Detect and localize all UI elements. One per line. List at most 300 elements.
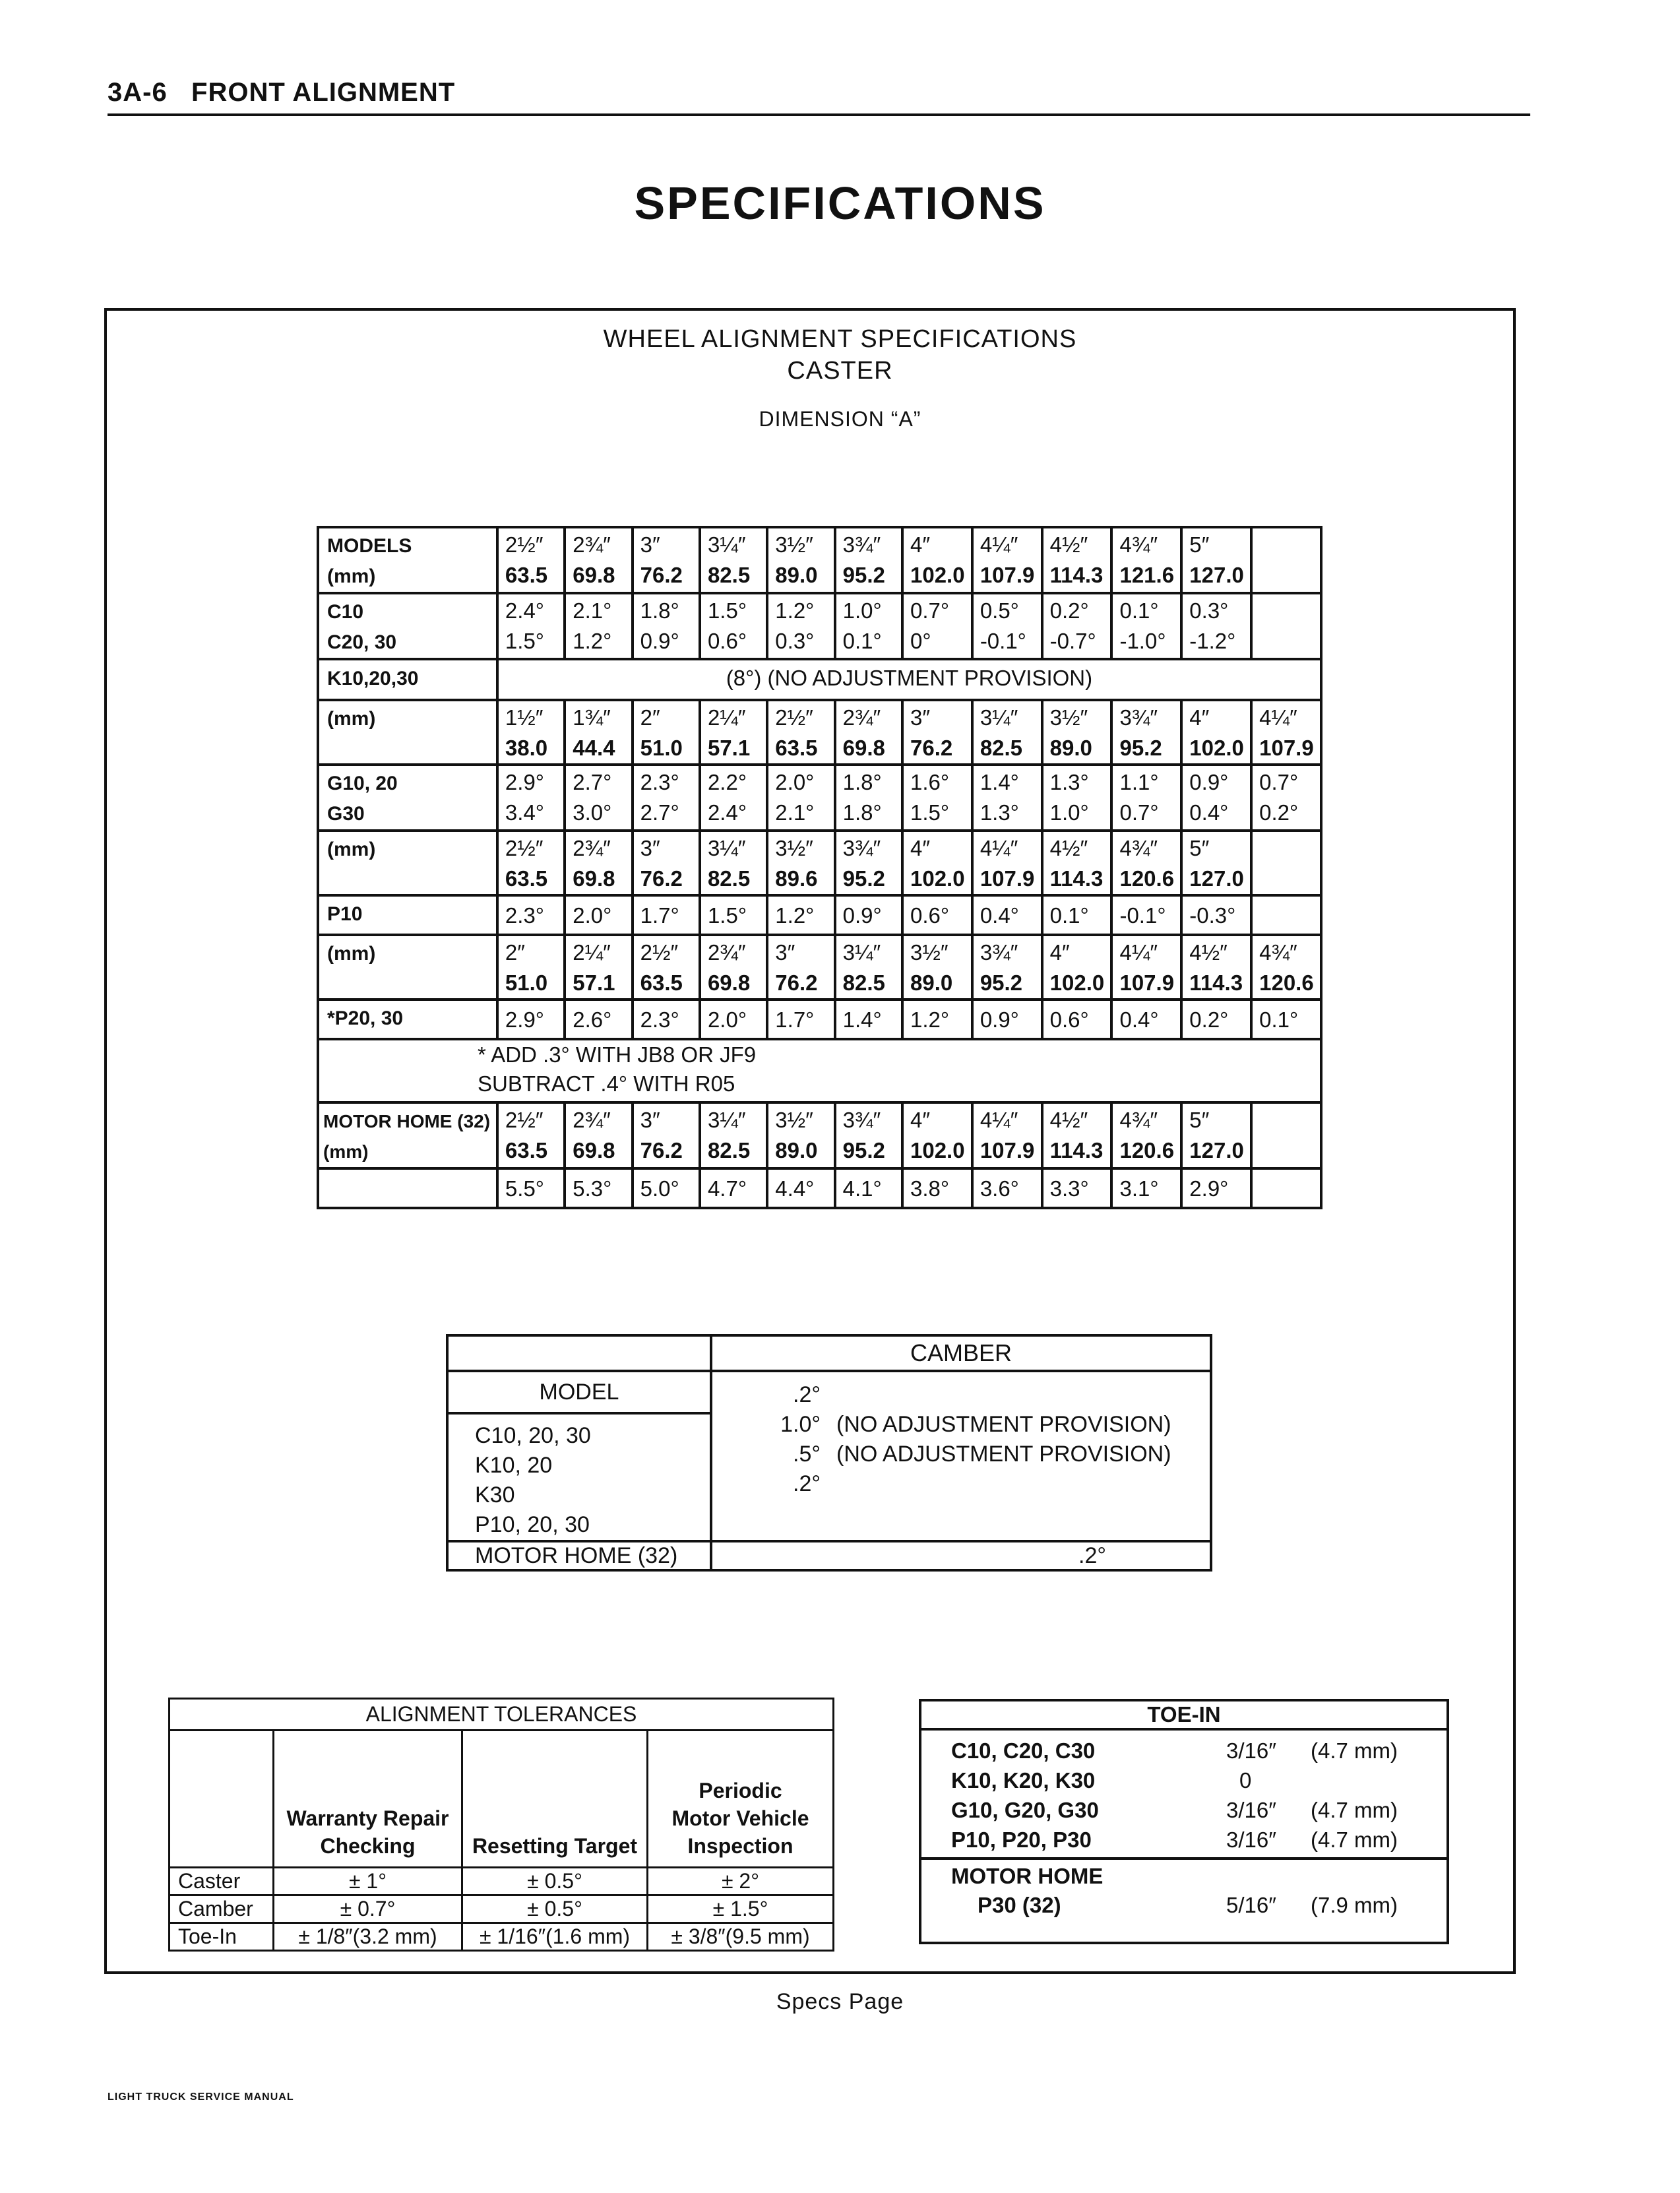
caster-value-cell bbox=[1251, 527, 1321, 593]
caster-value-bottom: 0.6° bbox=[707, 629, 747, 653]
tolerance-resetting: ± 0.5° bbox=[462, 1868, 648, 1895]
caster-value-bottom: 57.1 bbox=[573, 970, 615, 995]
caster-value-cell bbox=[902, 527, 972, 593]
toe-in-title: TOE-IN bbox=[921, 1701, 1447, 1731]
caster-value-bottom: 127.0 bbox=[1189, 563, 1244, 587]
caster-value-cell bbox=[700, 935, 767, 1000]
caster-value-top: 0.1° bbox=[1259, 1007, 1299, 1032]
tolerance-warranty: ± 1° bbox=[274, 1868, 462, 1895]
caster-value-top: 0.6° bbox=[910, 903, 950, 928]
caster-value-cell bbox=[972, 700, 1042, 765]
toe-motor-home-mm: (7.9 mm) bbox=[1311, 1893, 1398, 1917]
caster-value-top: 4″ bbox=[1189, 705, 1210, 730]
caster-value-top: 3½″ bbox=[775, 532, 813, 557]
caster-value-top: 5.3° bbox=[573, 1176, 612, 1201]
caster-value-bottom: 114.3 bbox=[1049, 866, 1104, 891]
caster-value-top: 0.2° bbox=[1189, 1007, 1229, 1032]
caster-value-top: 3″ bbox=[640, 836, 660, 860]
caster-value-cell bbox=[902, 935, 972, 1000]
caster-value-cell bbox=[1111, 831, 1181, 895]
toe-motor-home-label: MOTOR HOME bbox=[951, 1864, 1104, 1888]
caster-value-cell bbox=[972, 1000, 1042, 1039]
alignment-tolerances-table bbox=[168, 1698, 834, 1952]
caster-row-label bbox=[318, 1000, 497, 1039]
caster-value-bottom: 95.2 bbox=[980, 970, 1023, 995]
caster-value-bottom: 114.3 bbox=[1049, 563, 1104, 587]
caster-value-bottom: 63.5 bbox=[505, 563, 548, 587]
caster-value-cell bbox=[767, 935, 834, 1000]
caster-value-top: 1.7° bbox=[640, 903, 679, 928]
caster-value-top: 0.9° bbox=[980, 1007, 1019, 1032]
caster-value-bottom: 63.5 bbox=[640, 970, 683, 995]
caster-value-top: 5″ bbox=[1189, 532, 1210, 557]
caster-value-top: 2¾″ bbox=[573, 532, 611, 557]
caster-value-bottom: 114.3 bbox=[1189, 970, 1243, 995]
caster-value-top: 1.5° bbox=[707, 903, 747, 928]
caster-value-bottom: 82.5 bbox=[707, 1138, 751, 1162]
caster-table bbox=[317, 526, 1322, 1209]
caster-value-bottom: 114.3 bbox=[1049, 1138, 1104, 1162]
caster-value-cell bbox=[1251, 935, 1321, 1000]
caster-value-cell bbox=[700, 1000, 767, 1039]
caster-value-cell bbox=[1111, 1000, 1181, 1039]
toe-in-inch: 0 bbox=[1239, 1768, 1252, 1793]
col-warranty-header: Warranty Repair Checking bbox=[274, 1731, 462, 1868]
caster-value-bottom: 1.3° bbox=[980, 800, 1019, 825]
camber-note: (NO ADJUSTMENT PROVISION) bbox=[836, 1412, 1171, 1437]
toe-motor-home-inch: 5/16″ bbox=[1226, 1893, 1276, 1917]
caster-value-cell bbox=[565, 895, 632, 935]
caster-value-bottom: 102.0 bbox=[910, 563, 965, 587]
camber-motor-home-value: .2° bbox=[711, 1541, 1211, 1570]
caster-value-top: 2¾″ bbox=[573, 1108, 611, 1132]
caster-value-top: 4¾″ bbox=[1119, 532, 1158, 557]
caster-value-cell bbox=[835, 765, 902, 831]
caster-value-cell bbox=[700, 593, 767, 659]
caster-value-top: 4½″ bbox=[1049, 532, 1088, 557]
page-reference: 3A-6 bbox=[108, 78, 168, 107]
caster-value-cell bbox=[902, 1000, 972, 1039]
caster-value-top: 2.0° bbox=[775, 770, 815, 794]
caster-value-bottom: -1.2° bbox=[1189, 629, 1236, 653]
toe-in-rows bbox=[921, 1731, 1447, 1857]
caster-value-cell bbox=[1042, 895, 1112, 935]
caster-value-cell bbox=[700, 895, 767, 935]
caster-value-top: 2¾″ bbox=[707, 940, 746, 965]
caster-row bbox=[318, 593, 1321, 659]
caster-value-cell bbox=[835, 895, 902, 935]
caster-value-bottom: 82.5 bbox=[707, 563, 751, 587]
caster-value-top: 2½″ bbox=[505, 1108, 544, 1132]
caster-value-top: 2½″ bbox=[775, 705, 813, 730]
caster-value-bottom: -0.1° bbox=[980, 629, 1026, 653]
camber-models bbox=[449, 1414, 710, 1540]
caster-value-bottom: 76.2 bbox=[640, 866, 683, 891]
toe-in-row bbox=[921, 1768, 1447, 1798]
caster-value-cell bbox=[1251, 1102, 1321, 1168]
camber-value: .5° bbox=[793, 1442, 821, 1467]
caster-value-cell bbox=[767, 1102, 834, 1168]
tolerance-warranty: ± 0.7° bbox=[274, 1895, 462, 1923]
camber-corner-cell bbox=[447, 1335, 711, 1371]
caster-value-bottom: 69.8 bbox=[707, 970, 751, 995]
caster-value-cell bbox=[497, 765, 565, 831]
row-label-line2: (mm) bbox=[323, 1141, 369, 1162]
footer-caption: Specs Page bbox=[776, 1989, 904, 2014]
caster-value-bottom: 1.2° bbox=[573, 629, 612, 653]
caster-value-bottom: 0.9° bbox=[640, 629, 679, 653]
camber-model: P10, 20, 30 bbox=[475, 1512, 590, 1537]
caster-value-cell bbox=[1251, 831, 1321, 895]
caster-row bbox=[318, 1039, 1321, 1102]
camber-model: K30 bbox=[475, 1482, 515, 1508]
caster-value-cell bbox=[1111, 593, 1181, 659]
tolerance-resetting: ± 0.5° bbox=[462, 1895, 648, 1923]
caster-value-cell bbox=[1111, 1168, 1181, 1208]
caster-value-cell bbox=[767, 895, 834, 935]
caster-value-top: 3¾″ bbox=[980, 940, 1018, 965]
toe-in-mm: (4.7 mm) bbox=[1311, 1738, 1398, 1763]
caster-value-cell bbox=[1111, 1102, 1181, 1168]
caster-value-bottom: 82.5 bbox=[980, 736, 1023, 760]
caster-value-bottom: 1.0° bbox=[1049, 800, 1089, 825]
caster-row bbox=[318, 700, 1321, 765]
caster-value-top: 4¼″ bbox=[1259, 705, 1297, 730]
caster-value-bottom: 2.7° bbox=[640, 800, 679, 825]
camber-value: .2° bbox=[793, 1471, 821, 1496]
caster-value-cell bbox=[902, 700, 972, 765]
caster-value-bottom: 1.8° bbox=[842, 800, 882, 825]
camber-model-header: MODEL bbox=[447, 1371, 711, 1413]
caster-value-top: 3¼″ bbox=[842, 940, 881, 965]
row-label-line1: P10 bbox=[327, 903, 363, 925]
caster-value-top: 3.1° bbox=[1119, 1176, 1159, 1201]
toe-in-model: C10, C20, C30 bbox=[951, 1738, 1096, 1763]
caster-value-top: 4¾″ bbox=[1119, 836, 1158, 860]
caster-row bbox=[318, 935, 1321, 1000]
caster-value-top: 3.3° bbox=[1049, 1176, 1089, 1201]
caster-value-top: 3½″ bbox=[775, 1108, 813, 1132]
caster-value-cell bbox=[565, 935, 632, 1000]
caster-value-cell bbox=[1181, 831, 1251, 895]
camber-note: (NO ADJUSTMENT PROVISION) bbox=[836, 1442, 1171, 1467]
caster-value-top: 0.7° bbox=[910, 598, 950, 623]
tolerances-title: ALIGNMENT TOLERANCES bbox=[170, 1699, 834, 1731]
caster-value-top: 4″ bbox=[910, 836, 931, 860]
caster-value-cell bbox=[1111, 935, 1181, 1000]
header-rule bbox=[108, 113, 1530, 116]
camber-value-line bbox=[712, 1469, 1210, 1499]
toe-in-row bbox=[921, 1738, 1447, 1768]
camber-table bbox=[446, 1334, 1212, 1572]
caster-value-cell bbox=[972, 527, 1042, 593]
caster-value-cell bbox=[972, 1102, 1042, 1168]
footnote-line1: * ADD .3° WITH JB8 OR JF9 bbox=[478, 1042, 757, 1067]
camber-value-line bbox=[712, 1440, 1210, 1469]
caster-value-cell bbox=[835, 700, 902, 765]
col-periodic-header: Periodic Motor Vehicle Inspection bbox=[648, 1731, 834, 1868]
caster-row bbox=[318, 1000, 1321, 1039]
toe-in-mm: (4.7 mm) bbox=[1311, 1798, 1398, 1822]
caster-value-cell bbox=[902, 593, 972, 659]
caster-value-top: 2.3° bbox=[640, 1007, 679, 1032]
caster-value-bottom: 3.0° bbox=[573, 800, 612, 825]
caster-value-top: 1.8° bbox=[842, 770, 882, 794]
caster-value-top: 2.3° bbox=[640, 770, 679, 794]
caster-value-top: 0.7° bbox=[1259, 770, 1299, 794]
caster-value-cell bbox=[1181, 895, 1251, 935]
caster-value-cell bbox=[767, 1168, 834, 1208]
tolerance-row bbox=[170, 1923, 834, 1951]
caster-value-top: 2.7° bbox=[573, 770, 612, 794]
caster-value-top: 3½″ bbox=[910, 940, 949, 965]
caster-value-top: 2.9° bbox=[1189, 1176, 1229, 1201]
caster-value-cell bbox=[1181, 935, 1251, 1000]
caster-value-bottom: 76.2 bbox=[910, 736, 953, 760]
caster-value-cell bbox=[700, 765, 767, 831]
caster-value-cell bbox=[497, 895, 565, 935]
caster-value-cell bbox=[700, 527, 767, 593]
caster-value-bottom: 107.9 bbox=[980, 866, 1035, 891]
caster-value-cell bbox=[835, 1000, 902, 1039]
footer-manual-title: LIGHT TRUCK SERVICE MANUAL bbox=[108, 2091, 294, 2103]
caster-row-label bbox=[318, 527, 497, 593]
caster-title bbox=[0, 323, 1680, 387]
caster-value-cell bbox=[565, 1102, 632, 1168]
caster-value-top: 3″ bbox=[640, 532, 660, 557]
caster-value-cell bbox=[633, 765, 700, 831]
caster-value-bottom: 0.2° bbox=[1259, 800, 1299, 825]
caster-row bbox=[318, 1168, 1321, 1208]
caster-value-top: 1.8° bbox=[640, 598, 679, 623]
caster-value-bottom: 69.8 bbox=[573, 866, 615, 891]
caster-value-top: 2.9° bbox=[505, 770, 544, 794]
caster-value-cell bbox=[1111, 527, 1181, 593]
caster-value-cell bbox=[767, 1000, 834, 1039]
tolerance-row bbox=[170, 1868, 834, 1895]
caster-value-top: 5″ bbox=[1189, 1108, 1210, 1132]
row-label-line2: (mm) bbox=[327, 839, 376, 860]
caster-value-bottom: 120.6 bbox=[1259, 970, 1314, 995]
toe-motor-home-model: P30 (32) bbox=[978, 1893, 1061, 1917]
caster-row bbox=[318, 765, 1321, 831]
caster-value-bottom: 44.4 bbox=[573, 736, 615, 760]
caster-value-top: 1½″ bbox=[505, 705, 544, 730]
caster-value-cell bbox=[1042, 831, 1112, 895]
caster-value-bottom: 38.0 bbox=[505, 736, 548, 760]
caster-value-cell bbox=[497, 593, 565, 659]
caster-value-top: 1.1° bbox=[1119, 770, 1159, 794]
caster-value-cell bbox=[835, 935, 902, 1000]
caster-value-bottom: 57.1 bbox=[707, 736, 751, 760]
caster-value-cell bbox=[497, 1168, 565, 1208]
caster-value-cell bbox=[902, 765, 972, 831]
caster-value-bottom: 120.6 bbox=[1119, 866, 1175, 891]
k10-label: K10,20,30 bbox=[318, 659, 497, 700]
camber-values bbox=[712, 1372, 1210, 1499]
caster-value-top: 4¾″ bbox=[1259, 940, 1297, 965]
caster-value-cell bbox=[497, 700, 565, 765]
camber-value-line bbox=[712, 1410, 1210, 1440]
caster-value-bottom: 69.8 bbox=[842, 736, 885, 760]
caster-value-cell bbox=[1181, 1168, 1251, 1208]
caster-value-top: 3¼″ bbox=[707, 532, 746, 557]
caster-value-bottom: 3.4° bbox=[505, 800, 544, 825]
caster-value-cell bbox=[565, 831, 632, 895]
caster-value-top: 0.1° bbox=[1049, 903, 1089, 928]
caster-value-bottom: 63.5 bbox=[505, 866, 548, 891]
caster-value-bottom: 89.0 bbox=[775, 1138, 818, 1162]
caster-value-bottom: 107.9 bbox=[1259, 736, 1314, 760]
caster-value-top: 1.4° bbox=[842, 1007, 882, 1032]
caster-value-cell bbox=[1251, 593, 1321, 659]
caster-value-bottom: 0° bbox=[910, 629, 931, 653]
caster-value-cell bbox=[972, 935, 1042, 1000]
toe-in-inch: 3/16″ bbox=[1226, 1828, 1276, 1852]
caster-row bbox=[318, 527, 1321, 593]
caster-value-bottom: 0.3° bbox=[775, 629, 815, 653]
caster-value-cell bbox=[902, 1168, 972, 1208]
row-label-line1: G10, 20 bbox=[327, 773, 398, 794]
caster-value-bottom: 95.2 bbox=[842, 866, 885, 891]
caster-value-cell bbox=[565, 527, 632, 593]
caster-value-top: 2.3° bbox=[505, 903, 544, 928]
caster-value-top: 3¾″ bbox=[842, 532, 881, 557]
caster-value-top: 1.7° bbox=[775, 1007, 815, 1032]
caster-value-cell bbox=[633, 935, 700, 1000]
caster-value-bottom: 102.0 bbox=[1189, 736, 1244, 760]
caster-value-top: 1.5° bbox=[707, 598, 747, 623]
caster-value-cell bbox=[497, 1102, 565, 1168]
caster-value-cell bbox=[767, 700, 834, 765]
caster-value-cell bbox=[1251, 1168, 1321, 1208]
caster-value-cell bbox=[1042, 935, 1112, 1000]
caster-value-bottom: 102.0 bbox=[910, 1138, 965, 1162]
caster-row-label bbox=[318, 895, 497, 935]
caster-value-top: 0.1° bbox=[1119, 598, 1159, 623]
caster-value-bottom: 1.5° bbox=[910, 800, 950, 825]
caster-value-top: 1.4° bbox=[980, 770, 1019, 794]
caster-row bbox=[318, 895, 1321, 935]
caster-value-cell bbox=[835, 831, 902, 895]
caster-value-cell bbox=[1042, 700, 1112, 765]
caster-value-bottom: -1.0° bbox=[1119, 629, 1166, 653]
caster-footnote bbox=[318, 1039, 1321, 1102]
caster-value-bottom: 102.0 bbox=[910, 866, 965, 891]
caster-value-top: 3″ bbox=[775, 940, 795, 965]
caster-value-top: 3¾″ bbox=[1119, 705, 1158, 730]
toe-in-motor-home bbox=[921, 1857, 1447, 1922]
caster-value-top: 2¼″ bbox=[707, 705, 746, 730]
caster-value-cell bbox=[700, 1102, 767, 1168]
caster-value-bottom: 0.1° bbox=[842, 629, 882, 653]
caster-value-bottom: 102.0 bbox=[1049, 970, 1105, 995]
caster-value-top: 3¾″ bbox=[842, 1108, 881, 1132]
caster-value-bottom: 89.6 bbox=[775, 866, 818, 891]
caster-value-top: 3¼″ bbox=[707, 1108, 746, 1132]
caster-value-bottom: 127.0 bbox=[1189, 866, 1244, 891]
dimension-label: DIMENSION “A” bbox=[759, 407, 921, 431]
caster-value-top: 1¾″ bbox=[573, 705, 611, 730]
caster-value-cell bbox=[1111, 700, 1181, 765]
caster-value-cell bbox=[1111, 895, 1181, 935]
caster-value-top: 2″ bbox=[505, 940, 525, 965]
caster-value-top: 3¼″ bbox=[980, 705, 1018, 730]
caster-value-top: 4″ bbox=[910, 532, 931, 557]
caster-value-top: 3″ bbox=[910, 705, 931, 730]
caster-value-cell bbox=[497, 1000, 565, 1039]
caster-value-cell bbox=[497, 527, 565, 593]
toe-in-mm: (4.7 mm) bbox=[1311, 1828, 1398, 1852]
caster-value-cell bbox=[972, 765, 1042, 831]
caster-value-top: 2½″ bbox=[640, 940, 679, 965]
caster-value-cell bbox=[700, 1168, 767, 1208]
toe-in-row bbox=[921, 1828, 1447, 1857]
caster-value-top: 3¾″ bbox=[842, 836, 881, 860]
caster-value-bottom: 89.0 bbox=[910, 970, 953, 995]
caster-value-cell bbox=[835, 593, 902, 659]
section-title: FRONT ALIGNMENT bbox=[191, 78, 456, 107]
caster-value-cell bbox=[972, 593, 1042, 659]
caster-value-top: 2.4° bbox=[505, 598, 544, 623]
caster-value-cell bbox=[972, 895, 1042, 935]
caster-value-bottom: 107.9 bbox=[980, 1138, 1035, 1162]
caster-value-top: 2.2° bbox=[707, 770, 747, 794]
caster-value-bottom: 2.4° bbox=[707, 800, 747, 825]
caster-value-cell bbox=[565, 765, 632, 831]
caster-value-bottom: 69.8 bbox=[573, 1138, 615, 1162]
tolerance-warranty: ± 1/8″(3.2 mm) bbox=[274, 1923, 462, 1951]
tolerance-periodic: ± 2° bbox=[648, 1868, 834, 1895]
caster-value-top: 2.1° bbox=[573, 598, 612, 623]
caster-value-cell bbox=[633, 527, 700, 593]
caster-value-top: 2½″ bbox=[505, 836, 544, 860]
tolerance-label: Toe-In bbox=[170, 1923, 274, 1951]
caster-value-cell bbox=[700, 700, 767, 765]
caster-value-cell bbox=[902, 1102, 972, 1168]
row-label-line1: *P20, 30 bbox=[327, 1007, 404, 1029]
page-title: SPECIFICATIONS bbox=[634, 177, 1046, 229]
caster-value-top: 3½″ bbox=[775, 836, 813, 860]
caster-value-bottom: 63.5 bbox=[775, 736, 818, 760]
caster-value-top: 4½″ bbox=[1049, 836, 1088, 860]
caster-value-top: 1.2° bbox=[775, 903, 815, 928]
caster-value-cell bbox=[902, 895, 972, 935]
toe-in-inch: 3/16″ bbox=[1226, 1738, 1276, 1763]
caster-value-cell bbox=[1111, 765, 1181, 831]
caster-value-top: 4½″ bbox=[1189, 940, 1228, 965]
caster-row bbox=[318, 659, 1321, 700]
caster-value-top: -0.1° bbox=[1119, 903, 1166, 928]
caster-value-bottom: 120.6 bbox=[1119, 1138, 1175, 1162]
tolerance-label: Caster bbox=[170, 1868, 274, 1895]
caster-value-cell bbox=[1251, 1000, 1321, 1039]
caster-value-bottom: 2.1° bbox=[775, 800, 815, 825]
caster-value-cell bbox=[1042, 593, 1112, 659]
caster-value-top: -0.3° bbox=[1189, 903, 1236, 928]
caster-value-top: 4¼″ bbox=[980, 836, 1018, 860]
caster-value-top: 3½″ bbox=[1049, 705, 1088, 730]
caster-value-top: 4½″ bbox=[1049, 1108, 1088, 1132]
caster-value-cell bbox=[1181, 765, 1251, 831]
caster-value-bottom: 107.9 bbox=[1119, 970, 1175, 995]
camber-value-line bbox=[712, 1380, 1210, 1410]
caster-value-bottom: 121.6 bbox=[1119, 563, 1175, 587]
caster-value-cell bbox=[1042, 1102, 1112, 1168]
caster-row bbox=[318, 1102, 1321, 1168]
caster-value-top: 0.4° bbox=[980, 903, 1019, 928]
caster-value-top: 3¼″ bbox=[707, 836, 746, 860]
